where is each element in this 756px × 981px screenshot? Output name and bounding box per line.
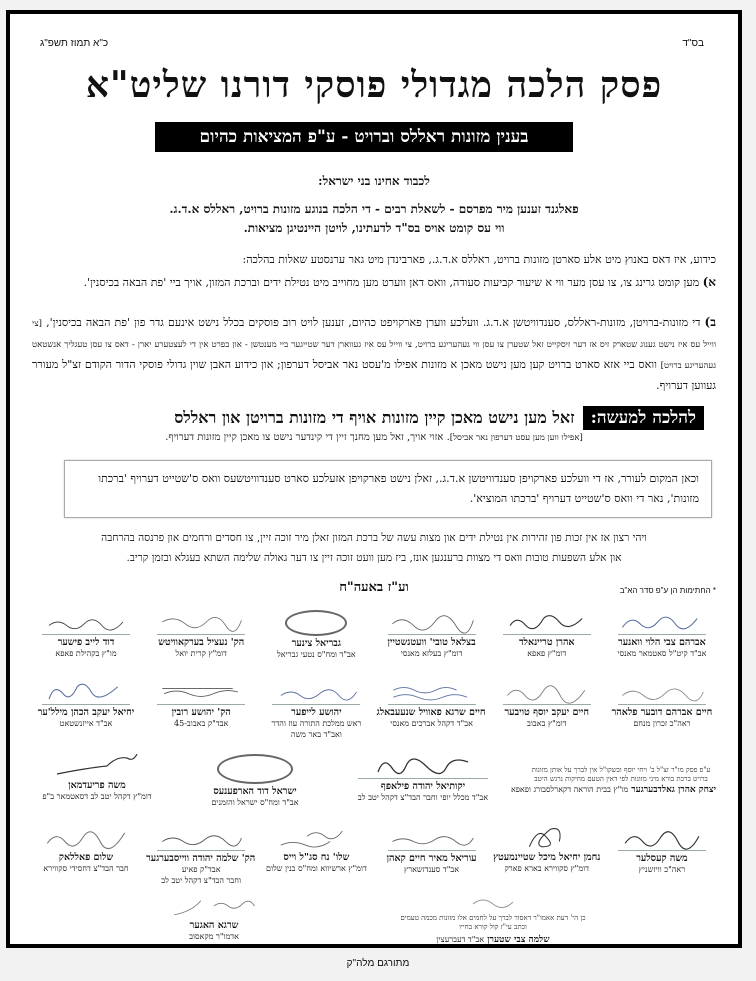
signature-row-4 <box>32 826 716 886</box>
intro <box>10 200 738 238</box>
handwritten-signature-icon <box>157 610 245 635</box>
handwritten-signature-icon <box>408 894 578 912</box>
paragraph-b-bracket: [צי ווייל עס איז נישט גענוג שטארק זיס אז דער זיסקייט זאל שטערן צו עסן ווי געהעריגע ברויט, צי ווייל עס איז געווארן דער שטייגער ביי מענטשן - און בפרט אין די לעצטערע יארן - דאס צו עסן טעגליך אנשטאט געהעריגע ברויט] <box>32 319 717 371</box>
signature: הק' נעציל בערקאוויטש דומ"ץ קרית יואל <box>147 610 255 660</box>
handwritten-signature-icon <box>618 610 706 635</box>
handwritten-signature-icon <box>272 826 360 850</box>
subtitle-banner: בענין מזונות ראללס וברויט - ע"פ המציאות כהיום <box>155 122 573 152</box>
signature: דוד לייב פישער מו"ץ בקהילת פאפא <box>32 610 140 660</box>
handwritten-signature-icon <box>388 680 476 705</box>
hebrew-date: כ"א תמוז תשפ"ג <box>40 38 109 49</box>
signature: משה פריעדמאן דומ"ץ דקהל יטב לב דסאטמאר ב"פ <box>32 754 162 808</box>
signature-order-note: * החתימות הן ע"פ סדר הא"ב <box>619 586 716 595</box>
signoff: וע"ז באעה"ח <box>339 580 409 595</box>
handwritten-signature-icon <box>358 754 488 779</box>
signature: שלום פאללאק חבר הבד"צ דחסידי סקווירא <box>32 826 140 886</box>
rabbinic-seal-icon <box>217 754 293 784</box>
handwritten-signature-icon <box>42 610 130 635</box>
signature: חיים שרגא פאוויל שנעעבאלג אב"ד דקהל אברכים מאנסי <box>378 680 486 740</box>
signature: אהרן טריינאלד דומ"ץ פאפא <box>493 610 601 660</box>
handwritten-signature-icon <box>272 680 360 705</box>
signature-row-5 <box>160 894 588 945</box>
ruling-note-bracket: [אפילו ווען מען עסט דערפון נאר אביסל] <box>449 433 583 443</box>
rabbinic-seal-icon <box>285 610 347 636</box>
paragraph-b-label: ב) <box>704 315 717 329</box>
paragraph-known: כידוע, איז דאס באנוץ מיט אלע סארטן מזונות ברויט, ראללס א.ד.ג., פארבינדן מיט גאר ערנסטע שאלות בהלכה: <box>242 253 716 266</box>
handwritten-signature-icon <box>503 610 591 635</box>
handwritten-signature-icon <box>157 826 245 851</box>
bsd-mark: בס"ד <box>682 38 704 49</box>
page-title: פסק הלכה מגדולי פוסקי דורנו שליט"א <box>85 64 663 106</box>
signature-row-2 <box>32 680 716 740</box>
signature: הק' יהושע רובין אבד"ק באבוב-45 <box>147 680 255 740</box>
signature: בצלאל טובי' וועטנשטיין דומ"ץ בעלזא מאנסי <box>378 610 486 660</box>
handwritten-signature-icon <box>42 826 130 850</box>
signature: ישראל דוד הארפענעס אב"ד ומח"ס ישראל והזמנים <box>190 754 320 808</box>
handwritten-signature-icon <box>388 610 476 635</box>
ruling-note-text: . אזוי אויך, זאל מען מחנך זיין די קינדער נישט צו מאכן קיין מזונות דערויף. <box>165 432 450 443</box>
handwritten-signature-icon <box>42 754 152 778</box>
handwritten-signature-icon <box>170 894 258 918</box>
signature: שלו' נח סג"ל וייס דומ"ץ ארשיווא ומח"ס בנין שלום <box>262 826 370 886</box>
footer-translation-note: מתורגם מלה"ק <box>346 958 410 969</box>
document-page <box>6 10 742 948</box>
handwritten-signature-icon <box>388 826 476 851</box>
ruling-text: זאל מען נישט מאכן קיין מזונות אויף די מזונות ברויטן און ראללס <box>174 408 575 427</box>
signature: שרגא האגער אדמו"ר מקאסוב <box>160 894 268 945</box>
intro-line-2: ווי עס קומט אויס בס"ד לדעתינו, לויטן היינטיגן מציאות. <box>243 221 505 235</box>
paragraph-a-text: מען קומט גרינג צו, צו עסן מער ווי א שיעור קביעות סעודה, וואס דאן ווערט מען מחוייב מיט נטילת ידים וברכת המזון, אויך ביי 'פת הבאה בכיסנין'. <box>83 276 700 289</box>
paragraph-b <box>32 312 716 396</box>
signature: ע"פ פסק מו"ר זצ"ל ב' ויחי יוסף ובשקו"ל אין לברך על אותן מזונות ברויט ברכת בורא מיני מזונות לפי דאין הטעם מחיקות נרגש היטב יצחק אהרן גאלדבערגער מו"ץ בבית הוראה דקארלסבורג ופאפא <box>510 766 716 795</box>
ruling-note <box>10 432 738 443</box>
signature: כן הי' דעת אאמו"ר דאסור לברך על לחמים אלו מזונות מכמה טעמים וכתב עי"ז קול קורא בחייו שלמה צבי שטערן אב"ד דעברעצין <box>398 894 588 945</box>
paragraph-a-label: א) <box>702 275 716 289</box>
paragraph-a <box>32 272 716 293</box>
signature-row-3 <box>32 754 716 808</box>
handwritten-signature-icon <box>157 680 245 705</box>
paragraph-b-text-2: וואס ביי אזא סארט ברויט קען מען נישט מאכן א מזונות אפילו מ'עסט נאר אביסל דערפון; און כידוע האבן שוין גדולי פוסקי הדור הקודם זצ"ל מעורר געווען דערויף. <box>32 358 716 392</box>
signature: הק' שלמה יהודה ווייסבערגער אבד"ק פאיע וחבר הבד"צ דקהל יטב לב <box>147 826 255 886</box>
handwritten-signature-icon <box>503 680 591 705</box>
signature: יקותיאל יהודה פילאפף אב"ד מכלל יופי וחבר הבד"צ דקהל יטב לב <box>348 754 498 808</box>
closing-line-2: און אלע השפעות טובות וואס די מצוות ברענגען אונז, ביז מען וועט זוכה זיין צו דער גאולה שלימה השתא בעגלא ובזמן קריב. <box>126 552 622 564</box>
handwritten-signature-icon <box>42 680 130 705</box>
signature: אברהם צבי הלוי וואנער אב"ד קיט"ל סאטמאר מאנסי <box>608 610 716 660</box>
intro-line-1: פאלגנד זענען מיר מפרסם - לשאלת רבים - די הלכה בנוגע מזונות ברויט, ראללס א.ד.ג. <box>169 202 579 216</box>
signature: חיים אברהם דובער פלאהר ראה"כ זכרון מנחם <box>608 680 716 740</box>
handwritten-signature-icon <box>618 680 706 705</box>
signature-row-1 <box>32 610 716 660</box>
signature: משה קעסלער ראה"כ וויזשניץ <box>608 826 716 886</box>
closing-line-1: ויהי רצון אז אין זכות פון זהירות אין נטילת ידים און מצות עשה של ברכת המזון זאלן מיר זוכה זיין, צו חסדים ורחמים און פרנסה בהרחבה <box>101 532 647 544</box>
closing-blessing <box>40 528 708 568</box>
signature: יהושע לייפער ראש ממלכת התורה עוז והדר ואב"ד באר משה <box>262 680 370 740</box>
ruling <box>60 406 704 430</box>
signature: גבריאל צינער אב"ד ומח"ס נטעי גבריאל <box>262 610 370 660</box>
signature: עוריאל מאיר חיים קאהן אב"ד סענדזשארץ <box>378 826 486 886</box>
signature: יחיאל יעקב הכהן מילל'ער אב"ד אייזנשטאט <box>32 680 140 740</box>
paragraph-b-text-1: די מזונות-ברויטן, מזונות-ראללס, סענדוויטשן א.ד.ג. וועלכע ווערן פארקויפט כהיום, זענען לויט רוב פוסקים בכלל נישט אינעם גדר פון 'פת הבאה בכיסנין', <box>46 316 701 329</box>
notice-box: וכאן המקום לעורר, אז די וועלכע פארקויפן סענדוויטשן א.ד.ג., זאלן נישט פארקויפן אזעלכע סארט סענדוויטשעס וואס ס'שטייט דערויף 'ברכתו מזונות', נאר די וואס ס'שטייט דערויף 'ברכתו המוציא'. <box>64 460 712 518</box>
handwritten-signature-icon <box>503 826 591 850</box>
handwritten-signature-icon <box>618 826 706 851</box>
salutation: לכבוד אחינו בני ישראל: <box>318 174 430 188</box>
signature: נחמן יחיאל מיכל שטיינמעטץ דומ"ץ סקווירא בארא פארק <box>493 826 601 886</box>
ruling-label: להלכה למעשה: <box>583 406 704 430</box>
signature: חיים יעקב יוסף טויבער דומ"ץ באבוב <box>493 680 601 740</box>
